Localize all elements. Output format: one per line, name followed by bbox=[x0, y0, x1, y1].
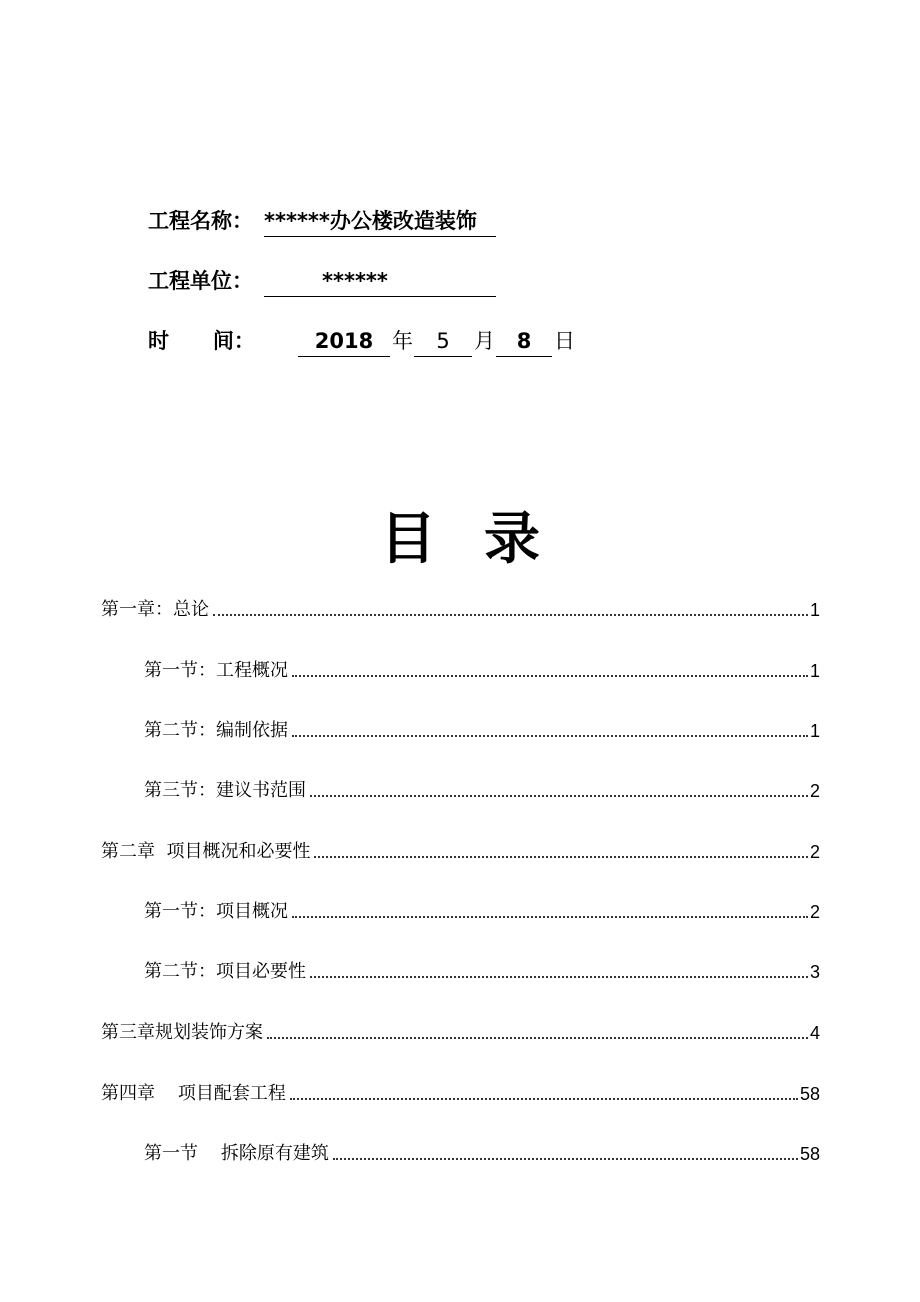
toc-entry-page: 4 bbox=[809, 1023, 820, 1043]
toc-entry-text: 第一章：总论 bbox=[101, 599, 209, 620]
toc-leader-dots bbox=[290, 1097, 798, 1100]
project-name-label: 工程名称： bbox=[148, 209, 253, 233]
toc-title: 目录 bbox=[380, 507, 588, 572]
toc-entry-page: 1 bbox=[809, 721, 820, 741]
year-value: 2018 bbox=[314, 329, 374, 353]
toc-entry-text: 第二章 项目概况和必要性 bbox=[101, 841, 311, 862]
toc-entry-page: 2 bbox=[809, 902, 820, 922]
time-row bbox=[148, 326, 588, 356]
toc-entry-text: 第三节：建议书范围 bbox=[144, 780, 306, 801]
toc-entry[interactable] bbox=[101, 834, 820, 864]
month-unit: 月 bbox=[474, 329, 495, 353]
toc-entry[interactable] bbox=[101, 592, 820, 622]
toc-entry-text: 第一节：工程概况 bbox=[144, 660, 288, 681]
year-field bbox=[298, 326, 390, 357]
toc-entry[interactable] bbox=[101, 1076, 820, 1106]
project-unit-row bbox=[148, 266, 508, 296]
project-unit-value: ****** bbox=[322, 269, 388, 293]
day-field bbox=[496, 326, 552, 357]
toc-leader-dots bbox=[333, 1157, 798, 1160]
toc-entry[interactable] bbox=[101, 1015, 820, 1045]
month-value: 5 bbox=[436, 329, 450, 353]
toc-entry-text: 第二节：项目必要性 bbox=[144, 961, 306, 982]
toc-entry-text: 第一节 拆除原有建筑 bbox=[144, 1143, 329, 1164]
toc-entry-page: 2 bbox=[809, 842, 820, 862]
toc-leader-dots bbox=[292, 915, 808, 918]
toc-entry[interactable] bbox=[144, 954, 820, 984]
toc-entry[interactable] bbox=[144, 894, 820, 924]
toc-leader-dots bbox=[213, 613, 808, 616]
toc-entry-page: 1 bbox=[809, 661, 820, 681]
project-unit-label: 工程单位： bbox=[148, 269, 253, 293]
toc-entry-page: 1 bbox=[809, 600, 820, 620]
toc-entry-text: 第三章规划装饰方案 bbox=[101, 1022, 263, 1043]
toc-entry[interactable] bbox=[144, 653, 820, 683]
toc-entry-page: 3 bbox=[809, 962, 820, 982]
toc-leader-dots bbox=[310, 975, 808, 978]
toc-leader-dots bbox=[310, 794, 808, 797]
toc-leader-dots bbox=[292, 734, 808, 737]
toc-entry-text: 第四章 项目配套工程 bbox=[101, 1083, 286, 1104]
project-name-value: ******办公楼改造装饰 bbox=[264, 209, 477, 233]
toc-leader-dots bbox=[314, 855, 808, 858]
year-unit: 年 bbox=[392, 329, 413, 353]
toc-entry-page: 2 bbox=[809, 781, 820, 801]
toc-entry[interactable] bbox=[144, 1136, 820, 1166]
month-field bbox=[414, 326, 472, 357]
toc-entry-page: 58 bbox=[799, 1144, 820, 1164]
project-name-field bbox=[264, 206, 496, 237]
project-unit-field bbox=[264, 266, 496, 297]
project-name-row bbox=[148, 206, 508, 236]
toc-entry-page: 58 bbox=[799, 1084, 820, 1104]
toc-leader-dots bbox=[267, 1036, 808, 1039]
toc-leader-dots bbox=[292, 674, 808, 677]
toc-entry-text: 第一节：项目概况 bbox=[144, 901, 288, 922]
day-unit: 日 bbox=[554, 329, 575, 353]
toc-entry-text: 第二节：编制依据 bbox=[144, 720, 288, 741]
time-label: 时 间： bbox=[148, 329, 255, 353]
toc-entry[interactable] bbox=[144, 713, 820, 743]
day-value: 8 bbox=[516, 329, 532, 353]
toc-entry[interactable] bbox=[144, 773, 820, 803]
